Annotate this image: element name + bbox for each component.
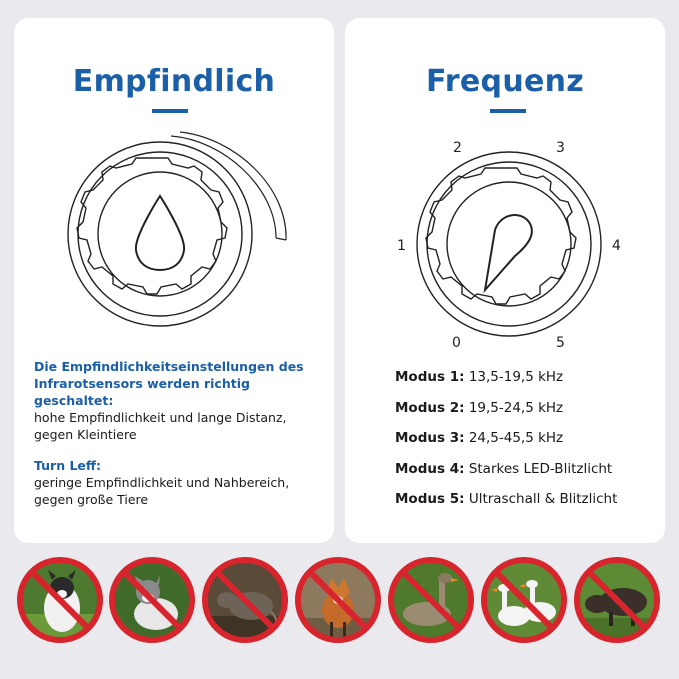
title-underline	[490, 109, 526, 113]
frequency-title: Frequenz	[425, 64, 585, 99]
no-geese-icon	[480, 556, 568, 644]
sensitivity-text-high: hohe Empfindlichkeit und lange Distanz, gegen Kleintiere	[34, 410, 287, 442]
no-fox-icon	[294, 556, 382, 644]
mode-5-row: Modus 5: Ultraschall & Blitzlicht	[395, 491, 618, 507]
animal-row	[0, 556, 679, 646]
mode-2-row: Modus 2: 19,5-24,5 kHz	[395, 399, 564, 416]
frequency-mode-list	[395, 362, 665, 515]
no-boar-icon	[573, 556, 661, 644]
dial-number-1: 1	[397, 238, 406, 254]
sensitivity-subheading: Turn Leff:	[34, 458, 102, 473]
dial-number-3: 3	[556, 140, 565, 156]
sensitivity-text-low: geringe Empfindlichkeit und Nahbereich, gegen große Tiere	[34, 475, 290, 507]
mode-1-row: Modus 1: 13,5-19,5 kHz	[395, 369, 564, 385]
sensitivity-heading: Die Empfindlichkeitseinstellungen des Infrarotsensors werden richtig geschaltet:	[34, 359, 304, 408]
no-dog-icon	[16, 556, 104, 644]
no-goose-icon	[387, 556, 475, 644]
dial-number-0: 0	[452, 335, 461, 348]
mode-4-row: Modus 4: Starkes LED-Blitzlicht	[395, 460, 613, 477]
no-cat-icon	[108, 556, 196, 644]
sensitivity-title: Empfindlich	[72, 64, 276, 99]
dial-number-4: 4	[612, 238, 621, 254]
dial-number-2: 2	[453, 140, 462, 156]
mode-3-row: Modus 3: 24,5-45,5 kHz	[395, 430, 564, 446]
sensitivity-description	[34, 358, 324, 508]
title-underline	[152, 109, 188, 113]
sensitivity-card	[14, 18, 334, 543]
no-rat-icon	[201, 556, 289, 644]
dial-number-5: 5	[556, 335, 565, 348]
frequency-dial-icon	[345, 118, 665, 348]
sensitivity-dial-icon	[14, 118, 334, 348]
frequency-card	[345, 18, 665, 543]
